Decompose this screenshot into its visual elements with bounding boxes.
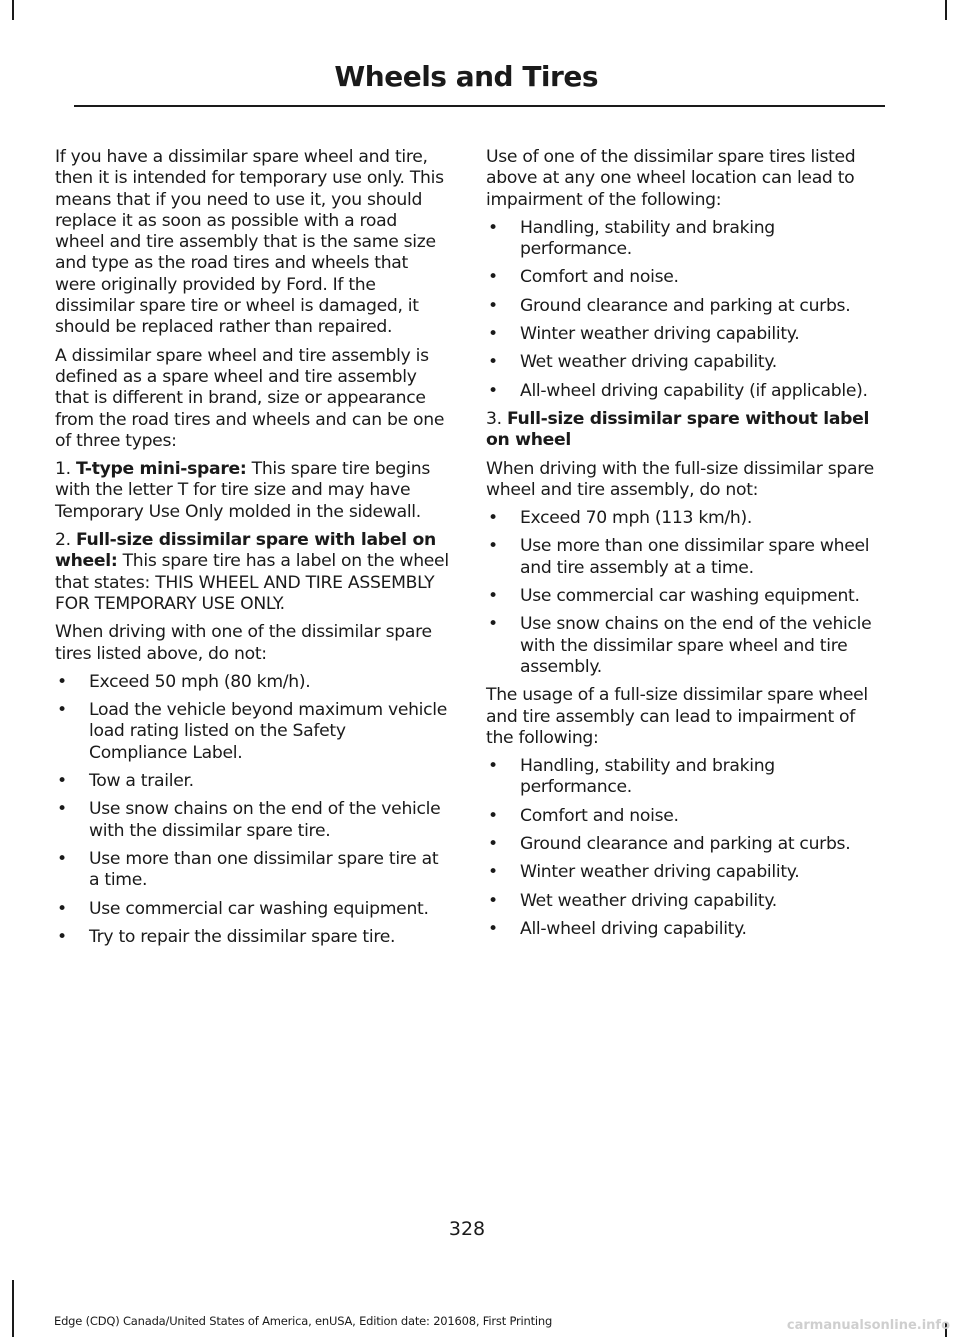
type-1-paragraph: 1. T-type mini-spare: This spare tire begins with the letter T for tire size and may have Temporary Use Only molded in the sidewall. [55, 459, 430, 522]
header-divider [74, 105, 885, 107]
watermark: carmanualsonline.info [786, 1318, 950, 1333]
do-not-list [55, 672, 449, 948]
intro-paragraph: If you have a dissimilar spare wheel and tire, then it is intended for temporary use only. This means that if you need to use it, you should replace it as soon as possible with a road wheel and tire assembly that is the same size and type as the road tires and wheels that were originally provided by Ford. If the dissimilar spare tire or wheel is damaged, it should be replaced rather than repaired. [55, 147, 444, 338]
crop-mark [12, 1280, 14, 1337]
page-number: 328 [448, 1218, 486, 1240]
type-2-paragraph: 2. Full-size dissimilar spare with label on wheel: This spare tire has a label on the wheel that states: THIS WHEEL AND TIRE ASSEMBLY FOR TEMPORARY USE ONLY. [55, 530, 449, 614]
type-3-title: Full-size dissimilar spare without label on wheel [486, 408, 870, 451]
definition-paragraph: A dissimilar spare wheel and tire assembly is defined as a spare wheel and tire assembly that is different in brand, size or appearance from the road tires and wheels and can be one of three types: [55, 345, 445, 451]
full-size-impairment-list [486, 756, 880, 940]
full-size-impairment-intro: The usage of a full-size dissimilar spare wheel and tire assembly can lead to impairment of the following: [486, 685, 868, 748]
list-item: • Load the vehicle beyond maximum vehicle load rating listed on the Safety Compliance Label. [55, 700, 449, 764]
list-item: • Exceed 70 mph (113 km/h). [486, 508, 880, 529]
full-size-do-not-intro: When driving with the full-size dissimilar spare wheel and tire assembly, do not: [486, 458, 874, 500]
list-item: • Ground clearance and parking at curbs. [486, 296, 880, 317]
list-item: • Ground clearance and parking at curbs. [486, 834, 880, 855]
list-item: • All-wheel driving capability. [486, 919, 880, 940]
list-item: • Try to repair the dissimilar spare tire. [55, 927, 449, 948]
list-item: • Winter weather driving capability. [486, 324, 880, 345]
crop-mark [945, 0, 947, 20]
list-item: • Use more than one dissimilar spare wheel and tire assembly at a time. [486, 536, 880, 579]
list-item: • Use commercial car washing equipment. [486, 586, 880, 607]
list-item: • Comfort and noise. [486, 267, 880, 288]
list-item: • Use snow chains on the end of the vehicle with the dissimilar spare tire. [55, 799, 449, 842]
impairment-list [486, 218, 880, 402]
list-item: • Use more than one dissimilar spare tire at a time. [55, 849, 449, 892]
type-3-heading: 3. Full-size dissimilar spare without label on wheel [486, 408, 870, 451]
list-item: • Use snow chains on the end of the vehicle with the dissimilar spare wheel and tire assembly. [486, 614, 880, 678]
list-item: • Handling, stability and braking performance. [486, 218, 880, 261]
list-item: • Use commercial car washing equipment. [55, 899, 449, 920]
edition-footer: Edge (CDQ) Canada/United States of America, enUSA, Edition date: 201608, First Printing [54, 1314, 553, 1328]
list-item: • Tow a trailer. [55, 771, 449, 792]
list-item: • Wet weather driving capability. [486, 891, 880, 912]
type-1-title: T-type mini-spare: [75, 459, 247, 480]
left-column [55, 147, 449, 955]
list-item: • Comfort and noise. [486, 806, 880, 827]
do-not-intro: When driving with one of the dissimilar spare tires listed above, do not: [55, 622, 432, 664]
right-column [486, 147, 880, 947]
list-item: • Handling, stability and braking performance. [486, 756, 880, 799]
list-item: • Winter weather driving capability. [486, 862, 880, 883]
full-size-do-not-list [486, 508, 880, 678]
impairment-intro: Use of one of the dissimilar spare tires listed above at any one wheel location can lead to impairment of the following: [486, 147, 856, 210]
list-item: • Exceed 50 mph (80 km/h). [55, 672, 449, 693]
crop-mark [12, 0, 14, 20]
list-item: • Wet weather driving capability. [486, 352, 880, 373]
page-title: Wheels and Tires [334, 60, 598, 93]
list-item: • All-wheel driving capability (if applicable). [486, 381, 880, 402]
type-2-title: Full-size dissimilar spare with label on wheel: [55, 530, 436, 572]
